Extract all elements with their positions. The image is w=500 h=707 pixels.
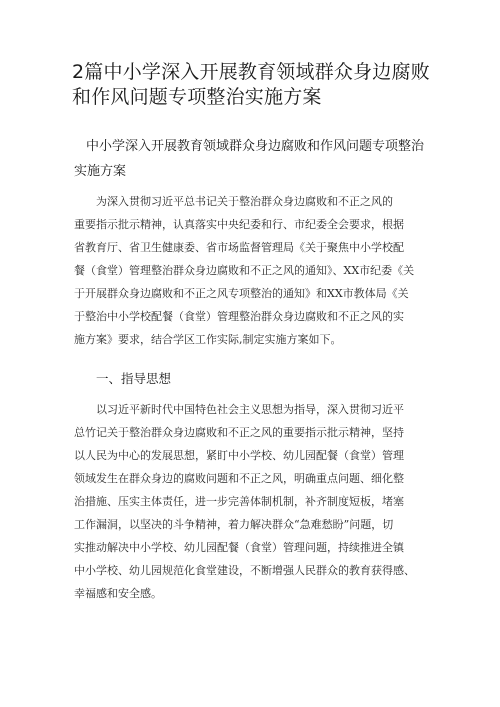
paragraph-line: 于整治中小学校配餐（食堂）管理整治群众身边腐败和不正之风的实	[74, 310, 404, 323]
paragraph-line: 总竹记关于整治群众身边腐败和不正之风的重要指示批示精神，坚持	[74, 426, 404, 439]
paragraph-line: 以习近平新时代中国特色社会主义思想为指导，深入贯彻习近平	[96, 403, 404, 416]
paragraph-line: 幸福感和安全感。	[74, 587, 162, 600]
paragraph-line: 工作漏洞，以坚决的斗争精神，着力解决群众“急难愁盼”问题，切	[74, 518, 394, 531]
paragraph-line: 实推动解决中小学校、幼儿园配餐（食堂）管理问题，持续推进全镇	[74, 541, 404, 554]
document-title	[72, 60, 432, 110]
guiding-ideology-paragraph	[74, 398, 434, 605]
paragraph-line: 于开展群众身边腐败和不正之风专项整治的通知》和XX市教体局《关	[74, 287, 409, 300]
document-title-line: 2篇中小学深入开展教育领域群众身边腐败	[72, 61, 430, 83]
paragraph-line: 为深入贯彻习近平总书记关于整治群众身边腐败和不正之风的	[96, 195, 393, 208]
paragraph-line: 治措施、压实主体责任，进一步完善体制机制，补齐制度短板，堵塞	[74, 495, 404, 508]
subheading-guiding-ideology: 一、指导思想	[96, 371, 172, 386]
intro-paragraph	[74, 190, 434, 351]
paragraph-line: 中小学校、幼儿园规范化食堂建设，不断增强人民群众的教育获得感、	[74, 564, 415, 577]
paragraph-line: 省教育厅、省卫生健康委、省市场监督管理局《关于聚焦中小学校配	[74, 241, 404, 254]
section-heading-line: 实施方案	[74, 164, 127, 179]
paragraph-line: 重要指示批示精神，认真落实中央纪委和行、市纪委全会要求，根据	[74, 218, 404, 231]
paragraph-line: 施方案》要求，结合学区工作实际,制定实施方案如下。	[74, 333, 342, 346]
section-heading	[74, 134, 434, 184]
paragraph-line: 领域发生在群众身边的腐败问题和不正之风，明确重点问题、细化整	[74, 472, 404, 485]
document-title-line: 和作风问题专项整治实施方案	[72, 86, 322, 108]
paragraph-line: 餐（食堂）管理整治群众身边腐败和不正之风的通知》、XX市纪委《关	[74, 264, 415, 277]
paragraph-line: 以人民为中心的发展思想，紧盯中小学校、幼儿园配餐（食堂）管理	[74, 449, 404, 462]
section-heading-line: 中小学深入开展教育领域群众身边腐败和作风问题专项整治	[86, 139, 425, 154]
